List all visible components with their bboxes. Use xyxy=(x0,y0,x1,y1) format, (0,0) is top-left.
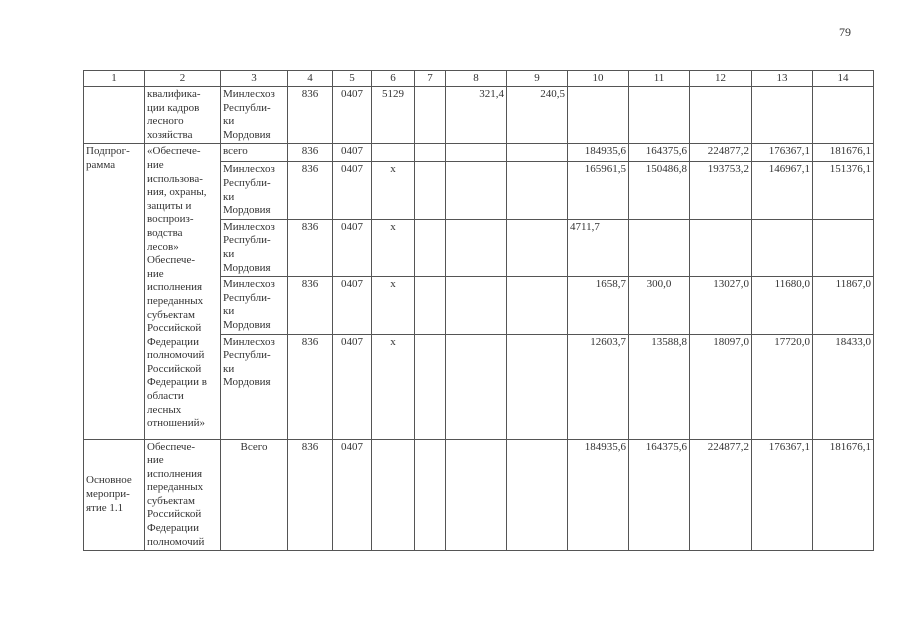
executor-cell: Минлесхоз Республи- ки Мордовия xyxy=(221,219,288,276)
expense-type-cell xyxy=(415,162,446,219)
program-level-cell: Подпрог- рамма xyxy=(84,144,145,439)
column-number: 10 xyxy=(568,71,629,87)
value-cell xyxy=(629,219,690,276)
expense-type-cell xyxy=(415,277,446,334)
column-number-row xyxy=(84,71,874,87)
target-code-cell xyxy=(372,144,415,162)
column-number: 14 xyxy=(813,71,874,87)
table-row xyxy=(84,439,874,551)
table-row xyxy=(84,144,874,162)
grbs-code-cell: 836 xyxy=(288,439,333,551)
value-cell xyxy=(507,144,568,162)
expense-type-cell xyxy=(415,439,446,551)
value-cell xyxy=(446,162,507,219)
value-cell: 165961,5 xyxy=(568,162,629,219)
program-level-cell xyxy=(84,87,145,144)
section-code-cell: 0407 xyxy=(333,439,372,551)
value-cell xyxy=(507,277,568,334)
budget-table xyxy=(83,70,874,551)
value-cell xyxy=(690,219,752,276)
value-cell xyxy=(813,87,874,144)
value-cell: 13588,8 xyxy=(629,334,690,439)
value-cell xyxy=(568,87,629,144)
column-number: 12 xyxy=(690,71,752,87)
column-number: 4 xyxy=(288,71,333,87)
executor-cell: Минлесхоз Республи- ки Мордовия xyxy=(221,162,288,219)
section-code-cell: 0407 xyxy=(333,334,372,439)
value-cell: 321,4 xyxy=(446,87,507,144)
program-name-cell: квалифика- ции кадров лесного хозяйства xyxy=(145,87,221,144)
value-cell: 18433,0 xyxy=(813,334,874,439)
value-cell xyxy=(690,87,752,144)
value-cell xyxy=(507,439,568,551)
grbs-code-cell: 836 xyxy=(288,162,333,219)
column-number: 7 xyxy=(415,71,446,87)
value-cell xyxy=(752,219,813,276)
value-cell: 146967,1 xyxy=(752,162,813,219)
value-cell: 164375,6 xyxy=(629,439,690,551)
expense-type-cell xyxy=(415,144,446,162)
value-cell: 300,0 xyxy=(629,277,690,334)
column-number: 3 xyxy=(221,71,288,87)
value-cell: 18097,0 xyxy=(690,334,752,439)
value-cell xyxy=(813,219,874,276)
value-cell: 150486,8 xyxy=(629,162,690,219)
value-cell xyxy=(446,439,507,551)
value-cell: 11867,0 xyxy=(813,277,874,334)
executor-cell: Всего xyxy=(221,439,288,551)
executor-cell: Минлесхоз Республи- ки Мордовия xyxy=(221,334,288,439)
value-cell: 240,5 xyxy=(507,87,568,144)
column-number: 8 xyxy=(446,71,507,87)
column-number: 9 xyxy=(507,71,568,87)
value-cell xyxy=(446,219,507,276)
value-cell xyxy=(507,219,568,276)
expense-type-cell xyxy=(415,334,446,439)
value-cell: 151376,1 xyxy=(813,162,874,219)
grbs-code-cell: 836 xyxy=(288,277,333,334)
column-number: 13 xyxy=(752,71,813,87)
value-cell: 12603,7 xyxy=(568,334,629,439)
section-code-cell: 0407 xyxy=(333,162,372,219)
value-cell: 1658,7 xyxy=(568,277,629,334)
value-cell: 176367,1 xyxy=(752,439,813,551)
section-code-cell: 0407 xyxy=(333,277,372,334)
value-cell xyxy=(446,277,507,334)
grbs-code-cell: 836 xyxy=(288,87,333,144)
value-cell: 181676,1 xyxy=(813,439,874,551)
value-cell: 181676,1 xyxy=(813,144,874,162)
target-code-cell: х xyxy=(372,219,415,276)
page-number: 79 xyxy=(839,25,851,39)
expense-type-cell xyxy=(415,87,446,144)
value-cell: 184935,6 xyxy=(568,439,629,551)
grbs-code-cell: 836 xyxy=(288,144,333,162)
table-row xyxy=(84,87,874,144)
value-cell: 176367,1 xyxy=(752,144,813,162)
target-code-cell xyxy=(372,439,415,551)
section-code-cell: 0407 xyxy=(333,144,372,162)
executor-cell: всего xyxy=(221,144,288,162)
section-code-cell: 0407 xyxy=(333,87,372,144)
value-cell xyxy=(446,144,507,162)
column-number: 5 xyxy=(333,71,372,87)
column-number: 6 xyxy=(372,71,415,87)
value-cell xyxy=(507,334,568,439)
executor-cell: Минлесхоз Республи- ки Мордовия xyxy=(221,277,288,334)
value-cell xyxy=(752,87,813,144)
section-code-cell: 0407 xyxy=(333,219,372,276)
value-cell: 17720,0 xyxy=(752,334,813,439)
value-cell xyxy=(629,87,690,144)
value-cell xyxy=(446,334,507,439)
value-cell: 184935,6 xyxy=(568,144,629,162)
value-cell: 13027,0 xyxy=(690,277,752,334)
value-cell xyxy=(507,162,568,219)
target-code-cell: 5129 xyxy=(372,87,415,144)
value-cell: 193753,2 xyxy=(690,162,752,219)
grbs-code-cell: 836 xyxy=(288,334,333,439)
expense-type-cell xyxy=(415,219,446,276)
value-cell: 11680,0 xyxy=(752,277,813,334)
column-number: 1 xyxy=(84,71,145,87)
target-code-cell: х xyxy=(372,334,415,439)
value-cell: 224877,2 xyxy=(690,144,752,162)
column-number: 11 xyxy=(629,71,690,87)
value-cell: 164375,6 xyxy=(629,144,690,162)
program-name-cell: «Обеспече- ние использова- ния, охраны, защиты и воспроиз- водства лесов» Обеспече- ние исполнения переданных субъектам Российской Федерации полномочий Российской Федерации в области лесных отношений» xyxy=(145,144,221,439)
program-level-cell: Основное меропри- ятие 1.1 xyxy=(84,439,145,551)
target-code-cell: х xyxy=(372,162,415,219)
column-number: 2 xyxy=(145,71,221,87)
value-cell: 4711,7 xyxy=(568,219,629,276)
grbs-code-cell: 836 xyxy=(288,219,333,276)
program-name-cell: Обеспече- ние исполнения переданных субъектам Российской Федерации полномочий xyxy=(145,439,221,551)
executor-cell: Минлесхоз Республи- ки Мордовия xyxy=(221,87,288,144)
target-code-cell: х xyxy=(372,277,415,334)
value-cell: 224877,2 xyxy=(690,439,752,551)
